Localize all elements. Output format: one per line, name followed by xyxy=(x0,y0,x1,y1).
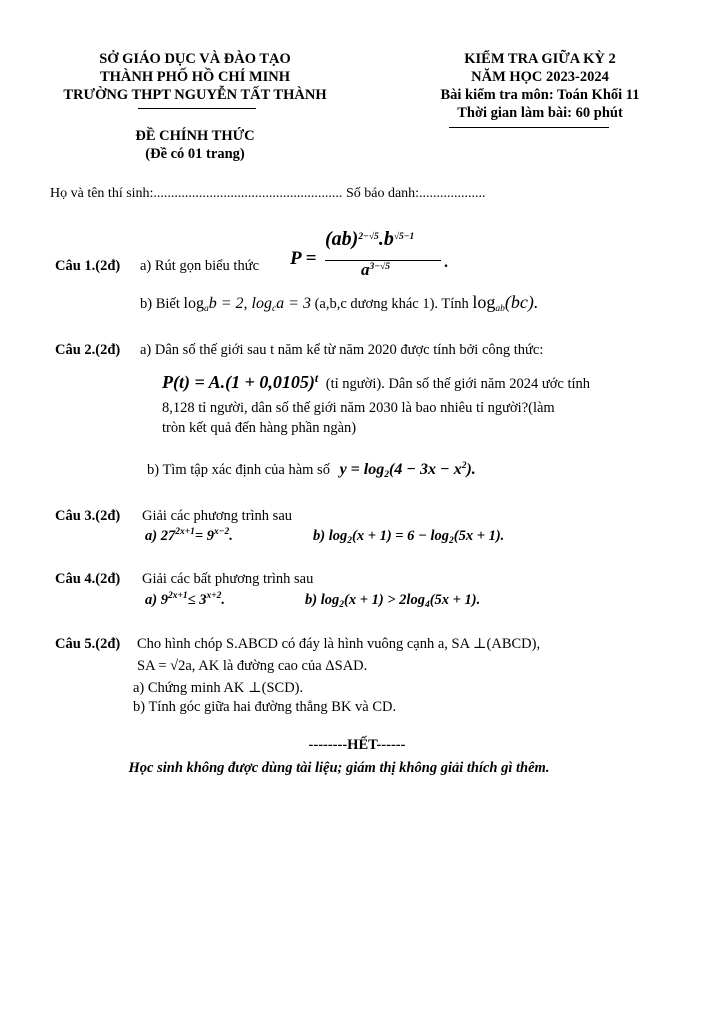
q5-b: b) Tính góc giữa hai đường thẳng BK và CD. xyxy=(133,699,397,715)
q1-fraction xyxy=(325,224,443,284)
footer-note: Học sinh không được dùng tài liệu; giám thị không giải thích gì thêm. xyxy=(128,760,550,776)
q1-label: Câu 1.(2đ) xyxy=(55,258,121,274)
q5-label: Câu 5.(2đ) xyxy=(55,636,121,652)
q2-a-line2: 8,128 tỉ người, dân số thế giới năm 2030 là bao nhiêu tỉ người?(làm xyxy=(162,400,555,416)
q5-a: a) Chứng minh AK ⊥(SCD). xyxy=(133,680,304,696)
school-year: NĂM HỌC 2023-2024 xyxy=(471,69,609,85)
student-name-field: Họ và tên thí sinh:...................................................... xyxy=(50,186,343,201)
page-count: (Đề có 01 trang) xyxy=(145,146,245,162)
department-name: SỞ GIÁO DỤC VÀ ĐÀO TẠO xyxy=(99,51,291,67)
q4-label: Câu 4.(2đ) xyxy=(55,571,121,587)
official-block xyxy=(80,127,310,163)
q2-label: Câu 2.(2đ) xyxy=(55,342,121,358)
q3-text: Giải các phương trình sau xyxy=(142,508,293,524)
q1-a-text: a) Rút gọn biểu thức xyxy=(140,258,260,274)
q5-line1: Cho hình chóp S.ABCD có đáy là hình vuông cạnh a, SA ⊥(ABCD), xyxy=(137,636,541,652)
q4-a: a) $9^{2x+1}\le 3^{x+2}$. xyxy=(145,591,226,608)
q1-denominator: $a^{3-√5}$ xyxy=(361,260,390,279)
header-right xyxy=(395,50,685,122)
q2-formula-line: $P(t) = A.(1 + 0,0105)^t$ (tỉ người). Dân số thế giới năm 2024 ước tính xyxy=(162,371,591,392)
q3-a: a) $27^{2x+1}= 9^{x-2}$. xyxy=(145,527,233,544)
q1-dot: . xyxy=(444,254,448,271)
official-label: ĐỀ CHÍNH THỨC xyxy=(135,128,255,144)
q2-b-line: b) Tìm tập xác định của hàm số $y = \log_2(4 - 3x - x^2)$. xyxy=(147,461,476,480)
q1-numerator: $(ab)^{2-√5}.b^{√5-1}$ xyxy=(325,228,415,250)
header-left xyxy=(30,50,360,104)
student-id-field: Số báo danh:................... xyxy=(345,186,486,201)
subject: Bài kiểm tra môn: Toán Khối 11 xyxy=(440,87,640,103)
q2-a-text: a) Dân số thế giới sau t năm kể từ năm 2020 được tính bởi công thức: xyxy=(140,342,544,358)
q1-b-line: b) Biết $\log_ab = 2$, $\log_ca = 3$ (a,b,c dương khác 1). Tính $\log_{ab}(bc)$. xyxy=(140,292,539,314)
q1-p-symbol: P = xyxy=(290,248,317,269)
city-name: THÀNH PHỐ HỒ CHÍ MINH xyxy=(99,69,291,85)
header-left-rule xyxy=(138,108,256,109)
header-right-rule xyxy=(449,127,609,128)
school-name: TRƯỜNG THPT NGUYỄN TẤT THÀNH xyxy=(63,87,327,103)
q5-line2: SA = √2a, AK là đường cao của ΔSAD. xyxy=(137,658,368,674)
exam-title: KIỂM TRA GIỮA KỲ 2 xyxy=(464,51,616,67)
q2-a-line3: tròn kết quả đến hàng phần ngàn) xyxy=(162,420,357,436)
q4-text: Giải các bất phương trình sau xyxy=(142,571,314,587)
end-marker: --------HẾT------ xyxy=(308,737,406,753)
q4-b: b) $\log_2(x + 1) > 2\log_4(5x + 1)$. xyxy=(305,592,481,610)
student-info xyxy=(50,184,486,204)
duration: Thời gian làm bài: 60 phút xyxy=(457,105,623,121)
q3-label: Câu 3.(2đ) xyxy=(55,508,121,524)
q3-b: b) $\log_2(x + 1) = 6 - \log_2(5x + 1)$. xyxy=(313,528,505,546)
